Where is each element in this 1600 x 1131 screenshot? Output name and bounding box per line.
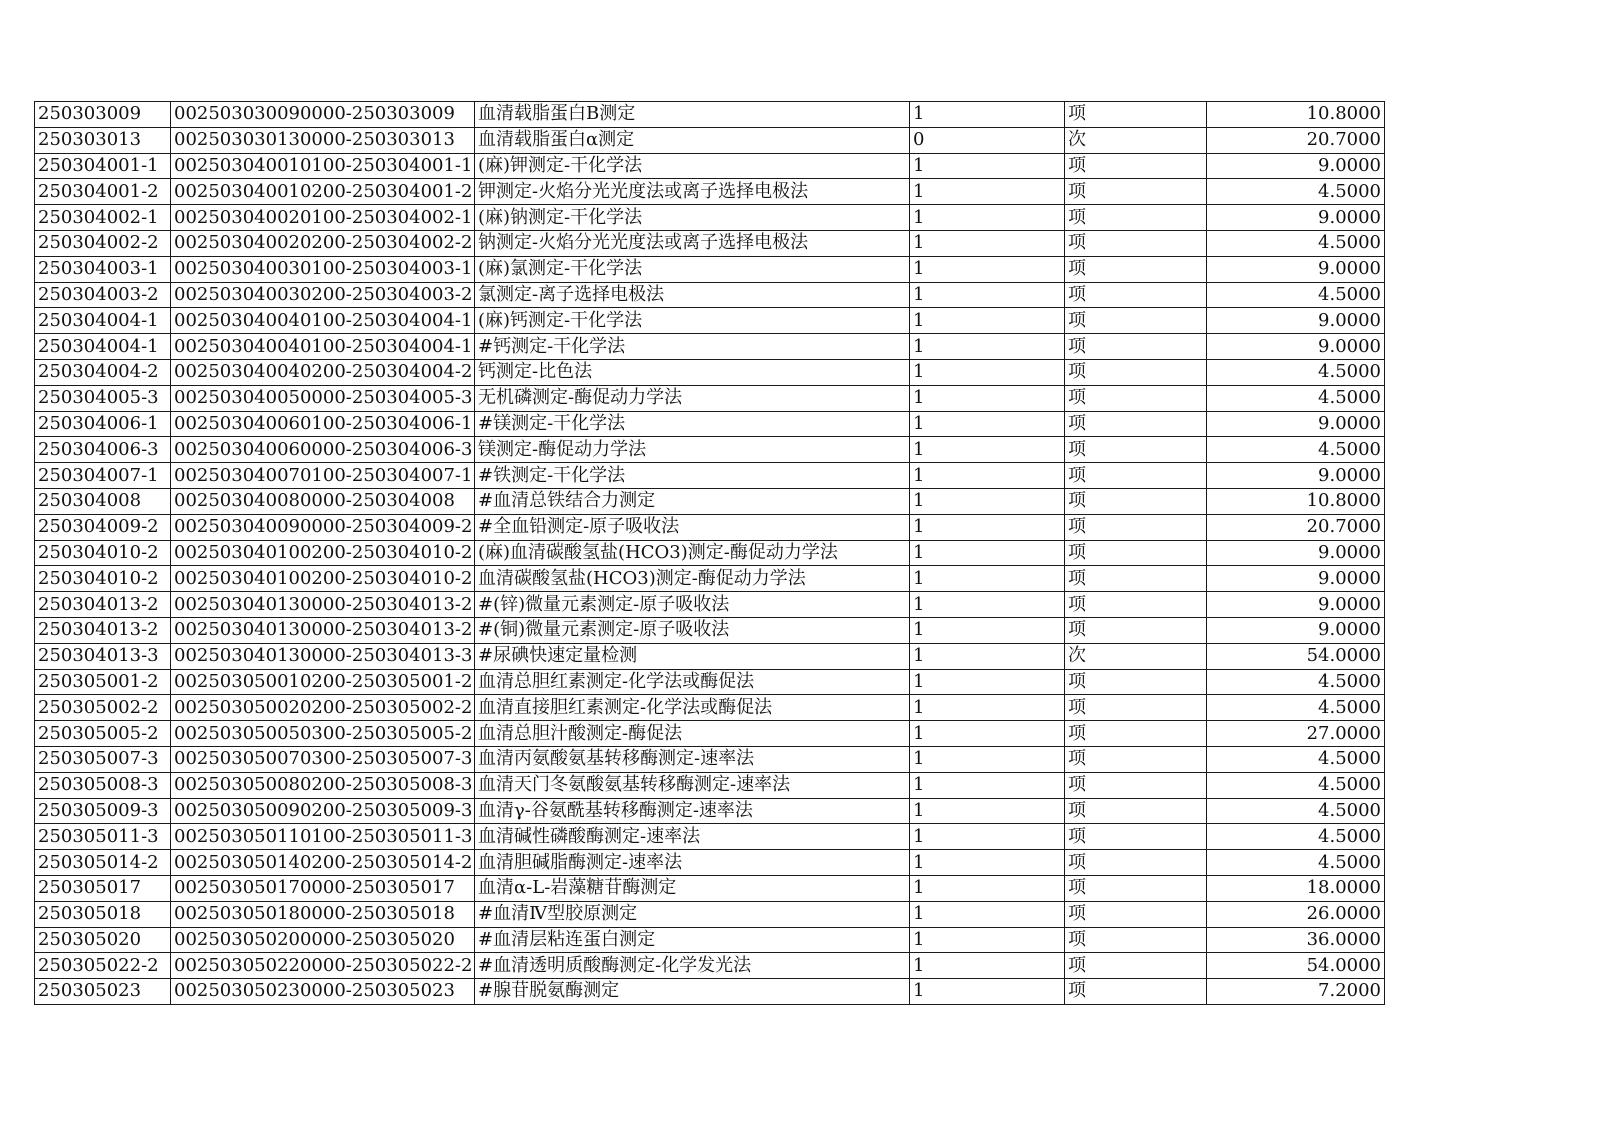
item-code-cell: 250304004-1 — [35, 334, 171, 360]
table-row — [35, 256, 1385, 282]
item-name-cell: 血清碱性磷酸酶测定-速率法 — [475, 824, 910, 850]
table-row — [35, 514, 1385, 540]
quantity-cell: 1 — [910, 643, 1065, 669]
quantity-cell: 1 — [910, 334, 1065, 360]
quantity-cell: 1 — [910, 282, 1065, 308]
item-name-cell: (麻)血清碳酸氢盐(HCO3)测定-酶促动力学法 — [475, 540, 910, 566]
full-code-cell: 002503040070100-250304007-1 — [171, 463, 475, 489]
quantity-cell: 1 — [910, 463, 1065, 489]
price-cell: 10.8000 — [1207, 488, 1385, 514]
item-name-cell: 血清天门冬氨酸氨基转移酶测定-速率法 — [475, 772, 910, 798]
item-name-cell: 钙测定-比色法 — [475, 359, 910, 385]
unit-cell: 项 — [1065, 798, 1207, 824]
price-cell: 9.0000 — [1207, 205, 1385, 231]
price-cell: 9.0000 — [1207, 463, 1385, 489]
unit-cell: 项 — [1065, 385, 1207, 411]
quantity-cell: 1 — [910, 824, 1065, 850]
item-code-cell: 250305001-2 — [35, 669, 171, 695]
item-name-cell: 血清胆碱脂酶测定-速率法 — [475, 850, 910, 876]
quantity-cell: 0 — [910, 127, 1065, 153]
full-code-cell: 002503040040100-250304004-1 — [171, 334, 475, 360]
item-code-cell: 250305023 — [35, 979, 171, 1005]
item-code-cell: 250305005-2 — [35, 721, 171, 747]
unit-cell: 项 — [1065, 772, 1207, 798]
full-code-cell: 002503040030200-250304003-2 — [171, 282, 475, 308]
item-name-cell: #全血铅测定-原子吸收法 — [475, 514, 910, 540]
item-name-cell: #(锌)微量元素测定-原子吸收法 — [475, 592, 910, 618]
table-row — [35, 953, 1385, 979]
full-code-cell: 002503040090000-250304009-2 — [171, 514, 475, 540]
item-name-cell: 氯测定-离子选择电极法 — [475, 282, 910, 308]
unit-cell: 项 — [1065, 411, 1207, 437]
item-code-cell: 250304013-3 — [35, 643, 171, 669]
item-name-cell: (麻)氯测定-干化学法 — [475, 256, 910, 282]
unit-cell: 项 — [1065, 875, 1207, 901]
item-code-cell: 250305022-2 — [35, 953, 171, 979]
table-row — [35, 308, 1385, 334]
item-name-cell: (麻)钠测定-干化学法 — [475, 205, 910, 231]
unit-cell: 项 — [1065, 488, 1207, 514]
price-cell: 54.0000 — [1207, 953, 1385, 979]
price-table — [34, 101, 1385, 1005]
price-cell: 27.0000 — [1207, 721, 1385, 747]
item-name-cell: 镁测定-酶促动力学法 — [475, 437, 910, 463]
item-code-cell: 250304001-1 — [35, 153, 171, 179]
item-code-cell: 250304001-2 — [35, 179, 171, 205]
quantity-cell: 1 — [910, 901, 1065, 927]
table-row — [35, 102, 1385, 128]
table-row — [35, 437, 1385, 463]
full-code-cell: 002503040130000-250304013-2 — [171, 592, 475, 618]
item-name-cell: 钠测定-火焰分光光度法或离子选择电极法 — [475, 230, 910, 256]
table-row — [35, 411, 1385, 437]
table-row — [35, 153, 1385, 179]
price-cell: 10.8000 — [1207, 102, 1385, 128]
full-code-cell: 002503050110100-250305011-3 — [171, 824, 475, 850]
table-row — [35, 721, 1385, 747]
item-name-cell: 血清直接胆红素测定-化学法或酶促法 — [475, 695, 910, 721]
quantity-cell: 1 — [910, 102, 1065, 128]
item-code-cell: 250304002-2 — [35, 230, 171, 256]
price-cell: 9.0000 — [1207, 308, 1385, 334]
full-code-cell: 002503040040200-250304004-2 — [171, 359, 475, 385]
table-row — [35, 617, 1385, 643]
quantity-cell: 1 — [910, 230, 1065, 256]
price-cell: 4.5000 — [1207, 359, 1385, 385]
table-row — [35, 772, 1385, 798]
item-code-cell: 250303013 — [35, 127, 171, 153]
full-code-cell: 002503040010200-250304001-2 — [171, 179, 475, 205]
price-table-body — [35, 102, 1385, 1005]
unit-cell: 项 — [1065, 617, 1207, 643]
unit-cell: 项 — [1065, 540, 1207, 566]
table-row — [35, 695, 1385, 721]
table-row — [35, 746, 1385, 772]
price-cell: 9.0000 — [1207, 592, 1385, 618]
item-code-cell: 250304013-2 — [35, 617, 171, 643]
full-code-cell: 002503050090200-250305009-3 — [171, 798, 475, 824]
full-code-cell: 002503040100200-250304010-2 — [171, 566, 475, 592]
full-code-cell: 002503040020100-250304002-1 — [171, 205, 475, 231]
full-code-cell: 002503040060100-250304006-1 — [171, 411, 475, 437]
full-code-cell: 002503030130000-250303013 — [171, 127, 475, 153]
item-name-cell: #(铜)微量元素测定-原子吸收法 — [475, 617, 910, 643]
table-row — [35, 359, 1385, 385]
unit-cell: 项 — [1065, 230, 1207, 256]
table-row — [35, 875, 1385, 901]
price-cell: 20.7000 — [1207, 514, 1385, 540]
item-name-cell: #血清层粘连蛋白测定 — [475, 927, 910, 953]
table-row — [35, 592, 1385, 618]
table-row — [35, 566, 1385, 592]
full-code-cell: 002503050050300-250305005-2 — [171, 721, 475, 747]
quantity-cell: 1 — [910, 695, 1065, 721]
item-code-cell: 250304007-1 — [35, 463, 171, 489]
full-code-cell: 002503050020200-250305002-2 — [171, 695, 475, 721]
item-code-cell: 250304004-2 — [35, 359, 171, 385]
item-name-cell: #镁测定-干化学法 — [475, 411, 910, 437]
item-name-cell: (麻)钾测定-干化学法 — [475, 153, 910, 179]
full-code-cell: 002503040130000-250304013-2 — [171, 617, 475, 643]
quantity-cell: 1 — [910, 540, 1065, 566]
item-name-cell: 血清载脂蛋白B测定 — [475, 102, 910, 128]
table-row — [35, 850, 1385, 876]
item-name-cell: 血清总胆汁酸测定-酶促法 — [475, 721, 910, 747]
item-name-cell: #血清透明质酸酶测定-化学发光法 — [475, 953, 910, 979]
quantity-cell: 1 — [910, 746, 1065, 772]
unit-cell: 项 — [1065, 979, 1207, 1005]
table-row — [35, 643, 1385, 669]
unit-cell: 项 — [1065, 721, 1207, 747]
full-code-cell: 002503030090000-250303009 — [171, 102, 475, 128]
table-row — [35, 798, 1385, 824]
full-code-cell: 002503050230000-250305023 — [171, 979, 475, 1005]
unit-cell: 项 — [1065, 953, 1207, 979]
item-code-cell: 250305008-3 — [35, 772, 171, 798]
price-cell: 4.5000 — [1207, 746, 1385, 772]
item-code-cell: 250305017 — [35, 875, 171, 901]
item-code-cell: 250305009-3 — [35, 798, 171, 824]
table-row — [35, 127, 1385, 153]
unit-cell: 项 — [1065, 901, 1207, 927]
price-cell: 4.5000 — [1207, 385, 1385, 411]
item-code-cell: 250304003-2 — [35, 282, 171, 308]
item-code-cell: 250304010-2 — [35, 566, 171, 592]
unit-cell: 项 — [1065, 308, 1207, 334]
quantity-cell: 1 — [910, 437, 1065, 463]
quantity-cell: 1 — [910, 772, 1065, 798]
full-code-cell: 002503040010100-250304001-1 — [171, 153, 475, 179]
item-code-cell: 250305007-3 — [35, 746, 171, 772]
item-code-cell: 250304013-2 — [35, 592, 171, 618]
price-cell: 36.0000 — [1207, 927, 1385, 953]
price-cell: 20.7000 — [1207, 127, 1385, 153]
table-row — [35, 979, 1385, 1005]
unit-cell: 项 — [1065, 566, 1207, 592]
unit-cell: 项 — [1065, 334, 1207, 360]
unit-cell: 项 — [1065, 927, 1207, 953]
quantity-cell: 1 — [910, 721, 1065, 747]
price-cell: 4.5000 — [1207, 437, 1385, 463]
unit-cell: 项 — [1065, 179, 1207, 205]
quantity-cell: 1 — [910, 617, 1065, 643]
item-code-cell: 250305011-3 — [35, 824, 171, 850]
item-name-cell: (麻)钙测定-干化学法 — [475, 308, 910, 334]
quantity-cell: 1 — [910, 850, 1065, 876]
quantity-cell: 1 — [910, 153, 1065, 179]
price-cell: 4.5000 — [1207, 669, 1385, 695]
unit-cell: 项 — [1065, 282, 1207, 308]
item-code-cell: 250304005-3 — [35, 385, 171, 411]
unit-cell: 项 — [1065, 437, 1207, 463]
item-name-cell: #钙测定-干化学法 — [475, 334, 910, 360]
table-row — [35, 901, 1385, 927]
table-row — [35, 179, 1385, 205]
item-name-cell: #腺苷脱氨酶测定 — [475, 979, 910, 1005]
item-code-cell: 250304006-3 — [35, 437, 171, 463]
item-code-cell: 250304009-2 — [35, 514, 171, 540]
quantity-cell: 1 — [910, 669, 1065, 695]
full-code-cell: 002503040020200-250304002-2 — [171, 230, 475, 256]
item-code-cell: 250304004-1 — [35, 308, 171, 334]
price-table-sheet — [34, 101, 1385, 1005]
table-row — [35, 824, 1385, 850]
unit-cell: 项 — [1065, 256, 1207, 282]
item-name-cell: #血清总铁结合力测定 — [475, 488, 910, 514]
full-code-cell: 002503050080200-250305008-3 — [171, 772, 475, 798]
item-name-cell: #铁测定-干化学法 — [475, 463, 910, 489]
quantity-cell: 1 — [910, 488, 1065, 514]
table-row — [35, 205, 1385, 231]
unit-cell: 项 — [1065, 359, 1207, 385]
price-cell: 26.0000 — [1207, 901, 1385, 927]
full-code-cell: 002503040130000-250304013-3 — [171, 643, 475, 669]
table-row — [35, 488, 1385, 514]
item-code-cell: 250305020 — [35, 927, 171, 953]
price-cell: 54.0000 — [1207, 643, 1385, 669]
item-name-cell: #尿碘快速定量检测 — [475, 643, 910, 669]
full-code-cell: 002503050180000-250305018 — [171, 901, 475, 927]
price-cell: 9.0000 — [1207, 566, 1385, 592]
item-name-cell: 血清载脂蛋白α测定 — [475, 127, 910, 153]
table-row — [35, 669, 1385, 695]
quantity-cell: 1 — [910, 179, 1065, 205]
price-cell: 9.0000 — [1207, 617, 1385, 643]
full-code-cell: 002503050170000-250305017 — [171, 875, 475, 901]
price-cell: 4.5000 — [1207, 824, 1385, 850]
unit-cell: 项 — [1065, 592, 1207, 618]
quantity-cell: 1 — [910, 205, 1065, 231]
unit-cell: 次 — [1065, 643, 1207, 669]
item-code-cell: 250305002-2 — [35, 695, 171, 721]
quantity-cell: 1 — [910, 875, 1065, 901]
item-code-cell: 250305018 — [35, 901, 171, 927]
item-name-cell: 无机磷测定-酶促动力学法 — [475, 385, 910, 411]
item-code-cell: 250304003-1 — [35, 256, 171, 282]
item-code-cell: 250303009 — [35, 102, 171, 128]
unit-cell: 项 — [1065, 746, 1207, 772]
full-code-cell: 002503040100200-250304010-2 — [171, 540, 475, 566]
table-row — [35, 927, 1385, 953]
item-name-cell: 血清碳酸氢盐(HCO3)测定-酶促动力学法 — [475, 566, 910, 592]
full-code-cell: 002503040050000-250304005-3 — [171, 385, 475, 411]
quantity-cell: 1 — [910, 566, 1065, 592]
price-cell: 9.0000 — [1207, 153, 1385, 179]
price-cell: 9.0000 — [1207, 411, 1385, 437]
quantity-cell: 1 — [910, 359, 1065, 385]
item-code-cell: 250304010-2 — [35, 540, 171, 566]
item-name-cell: 血清α-L-岩藻糖苷酶测定 — [475, 875, 910, 901]
unit-cell: 项 — [1065, 153, 1207, 179]
unit-cell: 项 — [1065, 850, 1207, 876]
unit-cell: 项 — [1065, 463, 1207, 489]
quantity-cell: 1 — [910, 927, 1065, 953]
item-name-cell: 血清总胆红素测定-化学法或酶促法 — [475, 669, 910, 695]
price-cell: 4.5000 — [1207, 772, 1385, 798]
item-code-cell: 250305014-2 — [35, 850, 171, 876]
unit-cell: 项 — [1065, 205, 1207, 231]
price-cell: 4.5000 — [1207, 282, 1385, 308]
quantity-cell: 1 — [910, 953, 1065, 979]
full-code-cell: 002503040040100-250304004-1 — [171, 308, 475, 334]
table-row — [35, 385, 1385, 411]
unit-cell: 项 — [1065, 102, 1207, 128]
unit-cell: 项 — [1065, 824, 1207, 850]
price-cell: 9.0000 — [1207, 540, 1385, 566]
item-name-cell: 钾测定-火焰分光光度法或离子选择电极法 — [475, 179, 910, 205]
full-code-cell: 002503040080000-250304008 — [171, 488, 475, 514]
table-row — [35, 334, 1385, 360]
unit-cell: 项 — [1065, 695, 1207, 721]
full-code-cell: 002503050010200-250305001-2 — [171, 669, 475, 695]
quantity-cell: 1 — [910, 979, 1065, 1005]
full-code-cell: 002503040060000-250304006-3 — [171, 437, 475, 463]
item-name-cell: #血清Ⅳ型胶原测定 — [475, 901, 910, 927]
quantity-cell: 1 — [910, 385, 1065, 411]
full-code-cell: 002503040030100-250304003-1 — [171, 256, 475, 282]
price-cell: 18.0000 — [1207, 875, 1385, 901]
quantity-cell: 1 — [910, 411, 1065, 437]
unit-cell: 次 — [1065, 127, 1207, 153]
price-cell: 4.5000 — [1207, 798, 1385, 824]
price-cell: 4.5000 — [1207, 179, 1385, 205]
item-code-cell: 250304008 — [35, 488, 171, 514]
table-row — [35, 540, 1385, 566]
item-code-cell: 250304002-1 — [35, 205, 171, 231]
item-name-cell: 血清γ-谷氨酰基转移酶测定-速率法 — [475, 798, 910, 824]
quantity-cell: 1 — [910, 798, 1065, 824]
table-row — [35, 463, 1385, 489]
table-row — [35, 282, 1385, 308]
full-code-cell: 002503050140200-250305014-2 — [171, 850, 475, 876]
table-row — [35, 230, 1385, 256]
price-cell: 4.5000 — [1207, 850, 1385, 876]
item-name-cell: 血清丙氨酸氨基转移酶测定-速率法 — [475, 746, 910, 772]
price-cell: 4.5000 — [1207, 230, 1385, 256]
full-code-cell: 002503050070300-250305007-3 — [171, 746, 475, 772]
quantity-cell: 1 — [910, 256, 1065, 282]
full-code-cell: 002503050200000-250305020 — [171, 927, 475, 953]
item-code-cell: 250304006-1 — [35, 411, 171, 437]
unit-cell: 项 — [1065, 514, 1207, 540]
price-cell: 7.2000 — [1207, 979, 1385, 1005]
quantity-cell: 1 — [910, 514, 1065, 540]
full-code-cell: 002503050220000-250305022-2 — [171, 953, 475, 979]
price-cell: 4.5000 — [1207, 695, 1385, 721]
quantity-cell: 1 — [910, 592, 1065, 618]
price-cell: 9.0000 — [1207, 256, 1385, 282]
unit-cell: 项 — [1065, 669, 1207, 695]
quantity-cell: 1 — [910, 308, 1065, 334]
price-cell: 9.0000 — [1207, 334, 1385, 360]
